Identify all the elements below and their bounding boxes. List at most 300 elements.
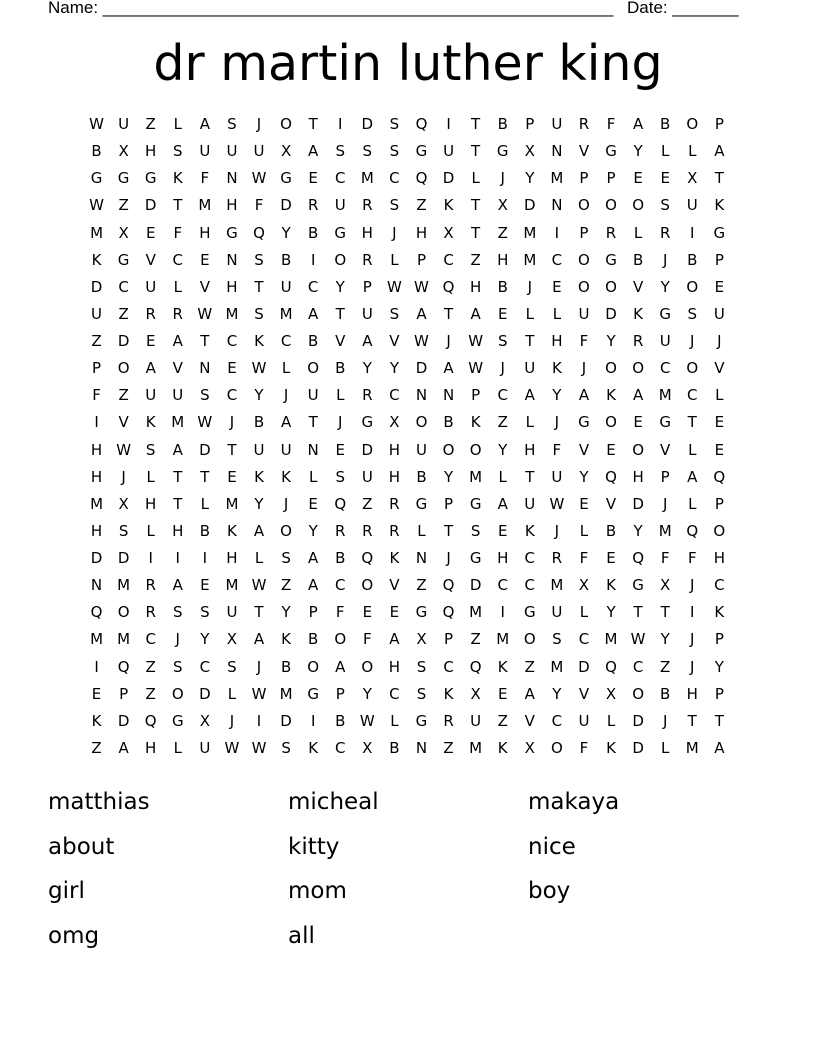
grid-letter: G [144,169,157,188]
grid-letter: E [200,576,210,595]
grid-letter: N [415,549,428,567]
grid-letter: C [335,169,346,188]
grid-letter: W [251,169,267,188]
grid-letter: S [335,142,345,161]
grid-letter: J [256,657,262,676]
grid-letter: F [173,223,183,242]
grid-letter: L [525,304,534,323]
grid-letter: L [606,711,616,730]
grid-letter: U [253,440,265,459]
grid-letter: T [443,521,454,540]
grid-letter: O [280,521,292,540]
grid-row [83,409,733,436]
grid-letter: P [714,250,724,269]
grid-letter: Y [443,467,454,486]
word-bank-item: boy [528,878,571,904]
grid-letter: P [714,115,724,133]
grid-row [83,355,733,382]
grid-letter: J [662,711,668,730]
grid-letter: C [335,576,346,595]
grid-letter: W [549,494,565,513]
grid-letter: B [497,115,508,133]
grid-letter: Y [389,359,399,378]
grid-letter: Z [91,738,102,757]
grid-letter: Q [686,521,699,540]
grid-row [83,654,733,681]
grid-letter: L [281,359,291,378]
grid-letter: A [172,576,183,595]
grid-letter: Z [524,657,535,676]
grid-letter: H [686,684,698,703]
grid-letter: U [443,142,455,161]
grid-row [83,192,733,219]
grid-letter: H [497,549,509,567]
grid-letter: T [471,223,481,242]
grid-letter: S [173,142,183,161]
grid-letter: I [94,657,99,676]
grid-letter: E [660,169,670,188]
grid-letter: W [359,711,375,730]
grid-letter: H [469,277,482,296]
grid-letter: L [552,304,562,323]
grid-letter: H [497,250,509,269]
grid-letter: E [497,521,508,540]
grid-letter: H [361,223,373,242]
grid-letter: K [497,738,508,757]
grid-letter: Y [362,684,372,703]
grid-letter: G [523,603,536,622]
grid-letter: D [199,440,211,459]
grid-letter: B [660,115,671,133]
grid-letter: E [633,413,643,432]
grid-letter: A [578,386,590,405]
grid-letter: G [632,576,644,595]
grid-letter: Y [633,142,643,161]
grid-letter: J [283,386,289,405]
grid-letter: O [713,521,726,540]
grid-letter: Z [145,684,156,703]
grid-letter: U [524,494,536,513]
grid-letter: M [469,738,483,757]
grid-letter: S [660,196,670,215]
grid-letter: S [254,250,264,269]
grid-letter: O [605,413,617,432]
grid-letter: P [444,494,454,513]
grid-letter: L [146,521,155,540]
grid-letter: Y [606,603,616,622]
grid-row [83,274,733,301]
grid-letter: M [279,684,293,703]
word-bank-item: mom [288,878,347,904]
grid-letter: Y [633,521,643,540]
grid-letter: M [225,494,239,513]
grid-letter: C [389,386,400,405]
grid-letter: L [633,223,643,242]
grid-letter: S [227,115,237,133]
grid-letter: L [254,549,264,567]
grid-letter: V [145,250,156,269]
grid-letter: S [200,386,210,405]
grid-letter: Y [254,494,264,513]
grid-row [83,735,733,762]
grid-letter: C [659,359,671,378]
grid-letter: X [660,576,671,595]
grid-letter: O [686,115,699,133]
grid-letter: P [92,359,102,378]
grid-letter: B [335,549,346,567]
grid-letter: C [226,386,238,405]
grid-letter: H [90,467,103,486]
grid-letter: U [226,603,238,622]
grid-letter: U [551,603,563,622]
grid-letter: T [173,467,183,486]
grid-letter: X [199,711,210,730]
grid-letter: E [714,440,725,459]
grid-letter: C [443,250,454,269]
grid-letter: G [659,413,671,432]
grid-letter: S [173,603,183,622]
grid-letter: T [200,332,210,350]
grid-letter: P [606,169,616,188]
grid-letter: K [714,196,725,215]
grid-letter: U [253,142,265,161]
grid-letter: B [416,467,427,486]
word-bank-item: about [48,833,115,860]
grid-letter: C [578,630,590,649]
grid-letter: H [199,223,211,242]
grid-letter: S [281,549,291,567]
grid-letter: G [415,603,428,622]
grid-letter: M [550,657,564,676]
grid-letter: H [90,521,103,540]
grid-letter: Y [525,169,535,188]
grid-letter: M [550,169,564,188]
grid-letter: D [117,711,130,730]
grid-letter: M [658,386,672,405]
grid-letter: R [362,521,373,540]
grid-letter: Z [416,576,427,595]
grid-letter: J [121,467,126,486]
grid-letter: M [496,630,510,649]
grid-letter: C [389,684,400,703]
grid-letter: K [524,521,535,540]
grid-letter: R [335,521,346,540]
grid-letter: C [551,250,563,269]
word-bank-item: kitty [288,833,340,860]
grid-letter: F [335,603,345,622]
grid-letter: D [524,196,536,215]
grid-letter: D [415,359,428,378]
grid-letter: W [224,738,240,757]
grid-letter: O [361,576,374,595]
grid-letter: K [281,467,291,486]
grid-letter: M [604,630,618,649]
grid-letter: U [280,277,292,296]
grid-letter: B [308,630,319,649]
grid-letter: U [118,115,130,133]
grid-letter: H [524,440,536,459]
grid-letter: W [89,196,104,215]
grid-letter: P [579,169,589,188]
grid-letter: Q [605,467,617,486]
grid-letter: T [254,603,264,622]
grid-letter: Q [334,494,347,513]
grid-letter: B [335,359,346,378]
grid-letter: T [660,603,670,622]
grid-letter: A [335,657,346,676]
grid-letter: O [605,196,617,215]
grid-row [83,328,733,355]
grid-letter: V [524,711,535,730]
grid-letter: N [226,250,238,269]
grid-letter: G [280,169,292,188]
grid-row [83,247,733,274]
grid-letter: H [226,549,238,567]
name-field-label: Name: ______________________________________________________ [48,0,614,17]
grid-letter: W [414,332,429,350]
grid-letter: G [117,250,130,269]
grid-letter: C [443,657,454,676]
grid-letter: E [308,169,318,188]
grid-letter: X [118,223,129,242]
grid-letter: M [685,738,699,757]
grid-letter: V [118,413,129,432]
grid-letter: D [361,440,374,459]
grid-letter: X [524,142,535,161]
grid-letter: M [469,467,483,486]
grid-letter: O [686,277,699,296]
grid-letter: J [690,657,695,676]
grid-letter: X [605,684,617,703]
grid-letter: O [307,657,320,676]
grid-row [83,111,733,138]
grid-letter: B [280,250,292,269]
grid-letter: A [632,115,644,133]
grid-letter: X [280,142,292,161]
grid-letter: I [690,603,695,622]
grid-letter: L [173,115,182,133]
grid-letter: G [90,169,103,188]
grid-letter: R [362,386,373,405]
grid-letter: T [714,169,724,188]
grid-letter: P [714,630,724,649]
grid-letter: T [227,440,237,459]
grid-letter: E [389,603,400,622]
grid-letter: O [578,196,590,215]
grid-letter: D [442,169,455,188]
grid-letter: U [713,304,725,323]
grid-letter: A [199,115,210,133]
grid-letter: E [362,603,373,622]
grid-letter: K [91,250,102,269]
grid-letter: M [117,630,131,649]
grid-letter: G [496,142,509,161]
grid-letter: B [605,521,617,540]
grid-letter: J [446,332,451,350]
grid-letter: X [226,630,238,649]
grid-letter: R [632,332,644,350]
grid-letter: V [578,142,590,161]
grid-row [83,464,733,491]
grid-letter: W [630,630,646,649]
grid-letter: O [117,359,130,378]
grid-letter: I [690,223,695,242]
grid-letter: J [175,630,180,649]
grid-letter: K [497,657,508,676]
grid-letter: D [632,494,644,513]
grid-letter: F [200,169,210,188]
grid-row [83,165,733,192]
grid-letter: K [443,196,454,215]
grid-letter: M [117,576,131,595]
grid-letter: K [172,169,183,188]
grid-row [83,572,733,599]
grid-letter: L [661,738,670,757]
grid-letter: U [551,467,563,486]
grid-letter: A [172,332,183,350]
grid-letter: W [414,277,429,296]
grid-letter: D [117,549,130,567]
grid-row [83,437,733,464]
grid-letter: Y [281,603,291,622]
grid-letter: K [389,549,400,567]
grid-letter: A [253,630,265,649]
grid-letter: H [226,196,238,215]
grid-letter: M [90,630,104,649]
grid-letter: G [415,142,428,161]
grid-letter: R [145,603,156,622]
grid-letter: O [307,359,320,378]
grid-letter: D [117,332,130,350]
grid-letter: K [227,521,237,540]
grid-letter: L [688,142,697,161]
grid-letter: Z [118,304,129,323]
grid-letter: I [500,603,505,622]
grid-letter: W [468,359,484,378]
grid-letter: J [554,521,560,540]
grid-letter: R [172,304,183,323]
word-bank-item: girl [48,878,85,904]
grid-letter: L [173,277,182,296]
grid-letter: B [335,711,346,730]
grid-letter: L [471,169,480,188]
grid-letter: C [524,549,536,567]
grid-letter: K [443,684,454,703]
grid-letter: D [469,576,482,595]
grid-letter: G [171,711,184,730]
grid-letter: R [605,223,617,242]
grid-letter: K [606,738,616,757]
grid-letter: S [145,440,156,459]
grid-letter: K [254,332,264,350]
grid-letter: S [389,115,400,133]
word-bank-item: micheal [288,789,379,815]
grid-letter: J [229,711,235,730]
grid-letter: V [578,440,590,459]
grid-letter: J [581,359,587,378]
grid-row [83,681,733,708]
grid-letter: Z [145,115,156,133]
grid-letter: B [497,277,508,296]
grid-letter: U [280,440,292,459]
grid-letter: X [416,630,427,649]
grid-letter: Q [632,549,644,567]
grid-letter: K [91,711,102,730]
grid-letter: E [633,169,643,188]
word-bank-item: matthias [48,789,150,815]
grid-letter: V [578,684,590,703]
grid-letter: R [659,223,671,242]
grid-letter: A [714,142,725,161]
grid-letter: V [199,277,210,296]
grid-letter: T [471,196,481,215]
grid-letter: Z [118,196,129,215]
grid-letter: J [690,576,695,595]
grid-letter: R [362,196,373,215]
grid-letter: N [307,440,319,459]
grid-letter: E [91,684,102,703]
grid-letter: V [714,359,725,378]
grid-letter: C [389,169,400,188]
grid-letter: A [280,413,292,432]
grid-letter: U [199,738,211,757]
grid-letter: V [335,332,346,350]
grid-letter: U [145,386,157,405]
grid-letter: L [715,386,724,405]
grid-letter: Y [552,386,562,405]
grid-letter: E [227,467,237,486]
grid-letter: M [225,304,239,323]
grid-letter: L [200,494,210,513]
grid-letter: Y [714,657,724,676]
grid-letter: S [281,738,291,757]
grid-letter: T [714,711,724,730]
grid-letter: Y [660,630,670,649]
grid-letter: K [714,603,725,622]
grid-letter: M [225,576,239,595]
grid-letter: M [360,169,374,188]
grid-letter: P [362,277,372,296]
grid-letter: Z [280,576,292,595]
grid-letter: L [146,467,155,486]
letter-grid [83,111,733,762]
grid-letter: L [308,467,318,486]
grid-letter: O [334,250,347,269]
grid-letter: N [90,576,103,595]
grid-row [83,220,733,247]
grid-letter: G [334,223,347,242]
grid-letter: A [524,684,535,703]
grid-letter: M [90,223,104,242]
grid-letter: P [471,386,481,405]
grid-letter: D [199,684,211,703]
grid-letter: H [632,467,644,486]
grid-letter: B [389,738,400,757]
grid-letter: L [579,603,589,622]
grid-letter: W [251,684,267,703]
grid-letter: D [361,115,374,133]
grid-letter: Z [416,196,427,215]
grid-row [83,599,733,626]
grid-letter: R [389,494,400,513]
grid-letter: Y [606,332,616,350]
grid-letter: T [471,142,481,161]
grid-letter: R [389,521,400,540]
grid-letter: E [606,440,616,459]
grid-letter: W [468,332,484,350]
grid-letter: K [551,359,562,378]
grid-letter: Y [660,277,670,296]
